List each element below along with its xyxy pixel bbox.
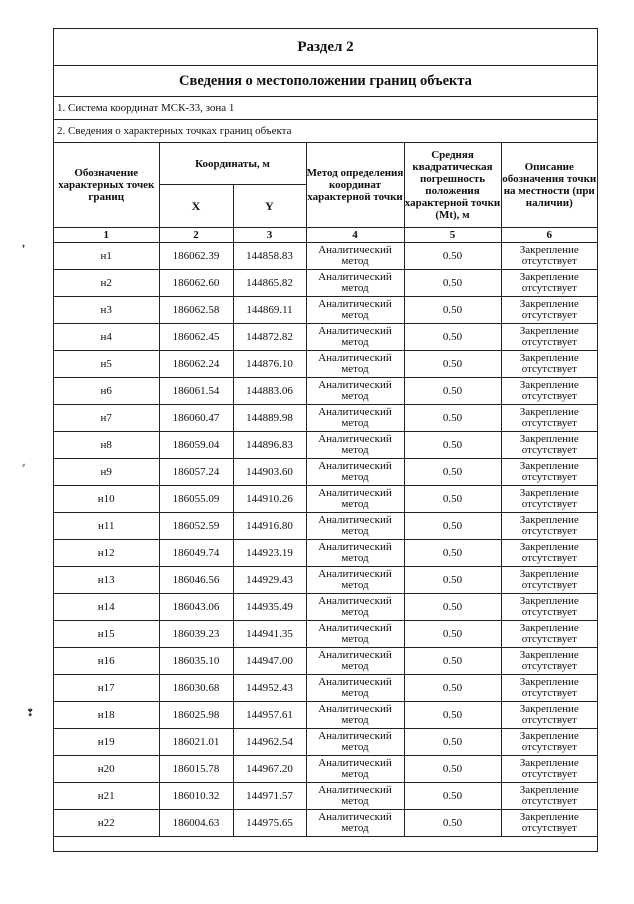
point-cell: н19: [54, 729, 159, 756]
method-cell: Аналитический метод: [306, 567, 404, 594]
x-cell: 186062.60: [159, 270, 233, 297]
y-cell: 144941.35: [233, 621, 306, 648]
points-table-wrap: [54, 143, 597, 836]
error-cell: 0.50: [404, 324, 501, 351]
y-cell: 144975.65: [233, 810, 306, 837]
table-row: [54, 756, 597, 783]
error-cell: 0.50: [404, 756, 501, 783]
error-cell: 0.50: [404, 567, 501, 594]
x-cell: 186055.09: [159, 486, 233, 513]
method-cell: Аналитический метод: [306, 540, 404, 567]
description-cell: Закрепление отсутствует: [501, 540, 597, 567]
table-row: [54, 567, 597, 594]
error-cell: 0.50: [404, 270, 501, 297]
method-cell: Аналитический метод: [306, 351, 404, 378]
column-number: 3: [233, 228, 306, 243]
x-cell: 186015.78: [159, 756, 233, 783]
description-cell: Закрепление отсутствует: [501, 297, 597, 324]
scan-mark: ❜: [22, 244, 26, 255]
point-cell: н14: [54, 594, 159, 621]
error-cell: 0.50: [404, 621, 501, 648]
method-cell: Аналитический метод: [306, 783, 404, 810]
table-row: [54, 405, 597, 432]
points-table: [54, 143, 597, 836]
x-cell: 186059.04: [159, 432, 233, 459]
column-number: 5: [404, 228, 501, 243]
y-cell: 144865.82: [233, 270, 306, 297]
method-cell: Аналитический метод: [306, 702, 404, 729]
column-number: 6: [501, 228, 597, 243]
x-cell: 186062.45: [159, 324, 233, 351]
table-row: [54, 540, 597, 567]
x-cell: 186052.59: [159, 513, 233, 540]
method-cell: Аналитический метод: [306, 324, 404, 351]
y-cell: 144935.49: [233, 594, 306, 621]
y-cell: 144947.00: [233, 648, 306, 675]
description-cell: Закрепление отсутствует: [501, 648, 597, 675]
y-cell: 144896.83: [233, 432, 306, 459]
x-cell: 186049.74: [159, 540, 233, 567]
description-cell: Закрепление отсутствует: [501, 270, 597, 297]
description-cell: Закрепление отсутствует: [501, 513, 597, 540]
error-cell: 0.50: [404, 540, 501, 567]
error-cell: 0.50: [404, 783, 501, 810]
x-cell: 186062.58: [159, 297, 233, 324]
y-cell: 144869.11: [233, 297, 306, 324]
description-cell: Закрепление отсутствует: [501, 675, 597, 702]
error-cell: 0.50: [404, 702, 501, 729]
method-cell: Аналитический метод: [306, 243, 404, 270]
point-cell: н1: [54, 243, 159, 270]
x-cell: 186046.56: [159, 567, 233, 594]
error-cell: 0.50: [404, 594, 501, 621]
description-cell: Закрепление отсутствует: [501, 621, 597, 648]
y-cell: 144883.06: [233, 378, 306, 405]
header-coordinates: Координаты, м: [159, 143, 306, 185]
table-row: [54, 243, 597, 270]
description-cell: Закрепление отсутствует: [501, 459, 597, 486]
point-cell: н5: [54, 351, 159, 378]
error-cell: 0.50: [404, 297, 501, 324]
column-number: 4: [306, 228, 404, 243]
header-error: Средняя квадратическая погрешность положения характерной точки (Mt), м: [404, 143, 501, 228]
method-cell: Аналитический метод: [306, 756, 404, 783]
method-cell: Аналитический метод: [306, 432, 404, 459]
table-row: [54, 702, 597, 729]
section-title: Раздел 2: [54, 29, 597, 66]
table-row: [54, 270, 597, 297]
table-row: [54, 810, 597, 837]
scan-mark: ⸗: [22, 460, 26, 471]
error-cell: 0.50: [404, 378, 501, 405]
description-cell: Закрепление отсутствует: [501, 351, 597, 378]
y-cell: 144971.57: [233, 783, 306, 810]
point-cell: н22: [54, 810, 159, 837]
table-row: [54, 297, 597, 324]
y-cell: 144916.80: [233, 513, 306, 540]
method-cell: Аналитический метод: [306, 513, 404, 540]
point-cell: н20: [54, 756, 159, 783]
method-cell: Аналитический метод: [306, 729, 404, 756]
description-cell: Закрепление отсутствует: [501, 567, 597, 594]
x-cell: 186062.39: [159, 243, 233, 270]
point-cell: н2: [54, 270, 159, 297]
description-cell: Закрепление отсутствует: [501, 783, 597, 810]
table-row: [54, 378, 597, 405]
table-row: [54, 324, 597, 351]
header-y: Y: [233, 185, 306, 228]
table-row: [54, 513, 597, 540]
error-cell: 0.50: [404, 243, 501, 270]
y-cell: 144929.43: [233, 567, 306, 594]
error-cell: 0.50: [404, 405, 501, 432]
header-designation: Обозначение характерных точек границ: [54, 143, 159, 228]
point-cell: н3: [54, 297, 159, 324]
y-cell: 144872.82: [233, 324, 306, 351]
y-cell: 144923.19: [233, 540, 306, 567]
method-cell: Аналитический метод: [306, 405, 404, 432]
point-cell: н21: [54, 783, 159, 810]
y-cell: 144957.61: [233, 702, 306, 729]
point-cell: н15: [54, 621, 159, 648]
method-cell: Аналитический метод: [306, 459, 404, 486]
header-description: Описание обозначения точки на местности (при наличии): [501, 143, 597, 228]
error-cell: 0.50: [404, 675, 501, 702]
error-cell: 0.50: [404, 432, 501, 459]
column-number: 2: [159, 228, 233, 243]
point-cell: н13: [54, 567, 159, 594]
point-cell: н17: [54, 675, 159, 702]
table-footer-space: [54, 836, 597, 851]
error-cell: 0.50: [404, 351, 501, 378]
description-cell: Закрепление отсутствует: [501, 324, 597, 351]
error-cell: 0.50: [404, 729, 501, 756]
error-cell: 0.50: [404, 810, 501, 837]
table-row: [54, 648, 597, 675]
method-cell: Аналитический метод: [306, 675, 404, 702]
y-cell: 144952.43: [233, 675, 306, 702]
method-cell: Аналитический метод: [306, 810, 404, 837]
table-row: [54, 351, 597, 378]
y-cell: 144889.98: [233, 405, 306, 432]
y-cell: 144910.26: [233, 486, 306, 513]
x-cell: 186060.47: [159, 405, 233, 432]
point-cell: н8: [54, 432, 159, 459]
table-row: [54, 783, 597, 810]
point-cell: н18: [54, 702, 159, 729]
x-cell: 186039.23: [159, 621, 233, 648]
section-subtitle: Сведения о местоположении границ объекта: [54, 66, 597, 97]
y-cell: 144858.83: [233, 243, 306, 270]
y-cell: 144903.60: [233, 459, 306, 486]
scan-mark: ❢: [26, 708, 35, 719]
x-cell: 186004.63: [159, 810, 233, 837]
method-cell: Аналитический метод: [306, 270, 404, 297]
error-cell: 0.50: [404, 513, 501, 540]
method-cell: Аналитический метод: [306, 378, 404, 405]
description-cell: Закрепление отсутствует: [501, 432, 597, 459]
point-cell: н9: [54, 459, 159, 486]
point-cell: н16: [54, 648, 159, 675]
y-cell: 144962.54: [233, 729, 306, 756]
document-frame: [53, 28, 598, 852]
method-cell: Аналитический метод: [306, 486, 404, 513]
point-cell: н4: [54, 324, 159, 351]
x-cell: 186057.24: [159, 459, 233, 486]
description-cell: Закрепление отсутствует: [501, 810, 597, 837]
point-cell: н7: [54, 405, 159, 432]
error-cell: 0.50: [404, 486, 501, 513]
table-row: [54, 729, 597, 756]
x-cell: 186025.98: [159, 702, 233, 729]
description-cell: Закрепление отсутствует: [501, 378, 597, 405]
x-cell: 186030.68: [159, 675, 233, 702]
y-cell: 144876.10: [233, 351, 306, 378]
method-cell: Аналитический метод: [306, 594, 404, 621]
x-cell: 186043.06: [159, 594, 233, 621]
description-cell: Закрепление отсутствует: [501, 702, 597, 729]
header-method: Метод определения координат характерной точки: [306, 143, 404, 228]
description-cell: Закрепление отсутствует: [501, 594, 597, 621]
error-cell: 0.50: [404, 459, 501, 486]
coord-system-line: 1. Система координат МСК-33, зона 1: [54, 97, 597, 120]
table-row: [54, 594, 597, 621]
method-cell: Аналитический метод: [306, 621, 404, 648]
table-row: [54, 432, 597, 459]
description-cell: Закрепление отсутствует: [501, 243, 597, 270]
x-cell: 186021.01: [159, 729, 233, 756]
description-cell: Закрепление отсутствует: [501, 729, 597, 756]
point-cell: н11: [54, 513, 159, 540]
x-cell: 186035.10: [159, 648, 233, 675]
point-cell: н10: [54, 486, 159, 513]
description-cell: Закрепление отсутствует: [501, 486, 597, 513]
column-number: 1: [54, 228, 159, 243]
table-row: [54, 459, 597, 486]
method-cell: Аналитический метод: [306, 297, 404, 324]
y-cell: 144967.20: [233, 756, 306, 783]
header-x: X: [159, 185, 233, 228]
error-cell: 0.50: [404, 648, 501, 675]
method-cell: Аналитический метод: [306, 648, 404, 675]
point-cell: н6: [54, 378, 159, 405]
x-cell: 186010.32: [159, 783, 233, 810]
table-row: [54, 675, 597, 702]
table-row: [54, 621, 597, 648]
description-cell: Закрепление отсутствует: [501, 405, 597, 432]
points-heading-line: 2. Сведения о характерных точках границ объекта: [54, 120, 597, 143]
points-table-body: [54, 243, 597, 837]
description-cell: Закрепление отсутствует: [501, 756, 597, 783]
x-cell: 186062.24: [159, 351, 233, 378]
table-row: [54, 486, 597, 513]
x-cell: 186061.54: [159, 378, 233, 405]
point-cell: н12: [54, 540, 159, 567]
